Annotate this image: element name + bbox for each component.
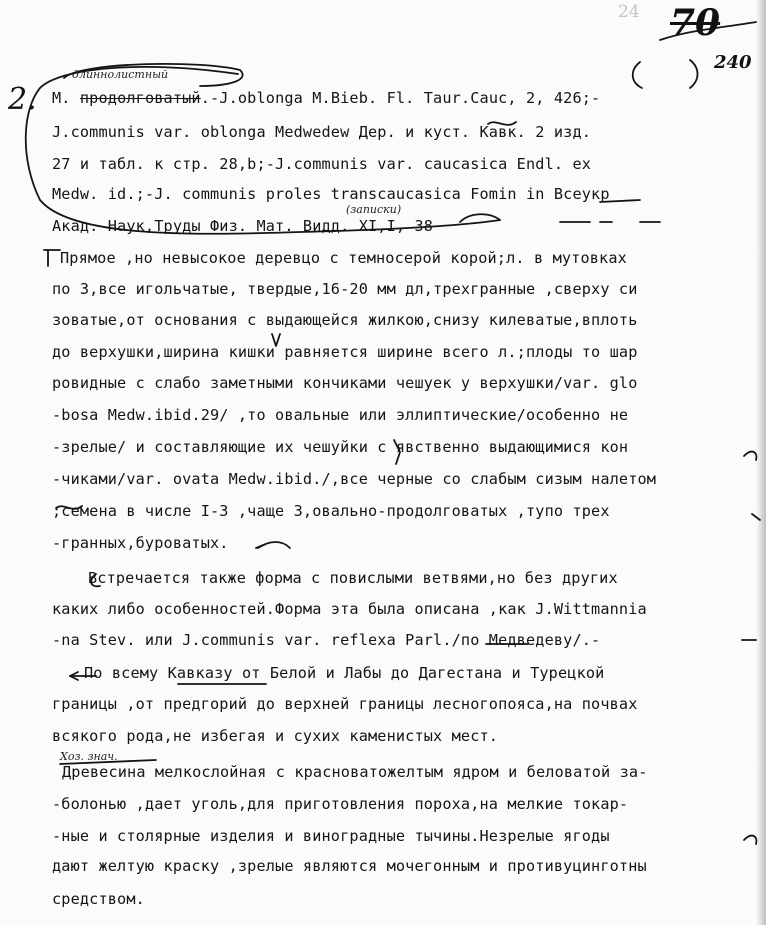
forms-line: Встречается также форма с повислыми ветвями,но без других: [88, 569, 618, 587]
description-line: -чиками/var. ovata Medw.ibid./,все черные со слабым сизым налетом: [52, 470, 657, 488]
description-line: до верхушки,ширина кишки равняется ширине всего л.;плоды то шар: [52, 343, 638, 361]
handwritten-note-hoz: Хоз. знач.: [60, 750, 118, 763]
header-line-3: 27 и табл. к стр. 28,b;-J.communis var. caucasica Endl. ex: [52, 155, 592, 173]
distribution-line: По всему Кавказу от Белой и Лабы до Дагестана и Турецкой: [84, 664, 605, 682]
header-line-1: [52, 88, 764, 108]
description-line: по 3,все игольчатые, твердые,16-20 мм дл,трехгранные ,сверху си: [52, 280, 638, 298]
page-number-alt: 240: [714, 52, 752, 73]
handwritten-note-title: длиннолистный: [72, 68, 169, 81]
header-struck-name: продолговатый: [79, 89, 201, 107]
header-prefix: М.: [52, 89, 80, 107]
header-line-2: J.communis var. oblonga Medwedew Дер. и куст. Кавк. 2 изд.: [52, 123, 592, 141]
distribution-line: всякого рода,не избегая и сухих каменистых мест.: [52, 727, 499, 745]
description-line: -гранных,буроватых.: [52, 534, 229, 552]
forms-line: каких либо особенностей.Форма эта была описана ,как J.Wittmannia: [52, 600, 647, 618]
handwritten-note-trudy: (записки): [346, 203, 402, 216]
description-line: ;семена в числе I-3 ,чаще 3,овально-продолговатых ,тупо трех: [52, 502, 610, 520]
header-line-1-rest: .-J.oblonga M.Bieb. Fl. Taur.Cauc, 2, 426;-: [200, 89, 601, 107]
distribution-line: границы ,от предгорий до верхней границы лесногопояса,на почвах: [52, 695, 638, 713]
entry-number: 2.: [8, 82, 37, 117]
description-line: -bosa Medw.ibid.29/ ,то овальные или эллиптические/особенно не: [52, 406, 629, 424]
header-line-5: Акад. Наук,Труды Физ. Мат. Видд. XI,I, 38: [52, 217, 434, 235]
uses-line: -болонью ,дает уголь,для приготовления пороха,на мелкие токар-: [52, 795, 629, 813]
page-number: 70: [670, 2, 721, 44]
uses-line: -ные и столярные изделия и виноградные тычины.Незрелые ягоды: [52, 827, 610, 845]
description-line: Прямое ,но невысокое деревцо с темносерой корой;л. в мутовках: [60, 249, 627, 267]
header-line-4: Medw. id.;-J. communis proles transcaucasica Fomin in Всеукр: [52, 185, 610, 203]
description-line: ровидные с слабо заметными кончиками чешуек у верхушки/var. glo: [52, 374, 638, 392]
uses-line: дают желтую краску ,зрелые являются мочегонным и противуцинготны: [52, 857, 647, 875]
description-line: зоватые,от основания с выдающейся жилкою,снизу килеватые,вплоть: [52, 311, 638, 329]
uses-line: Древесина мелкослойная с красноватожелтым ядром и беловатой за-: [62, 763, 648, 781]
uses-line: средством.: [52, 890, 145, 908]
forms-line: -na Stev. или J.communis var. reflexa Parl./по Медведеву/.-: [52, 631, 601, 649]
faint-page-number: 24: [618, 2, 640, 22]
description-line: -зрелые/ и составляющие их чешуйки с явственно выдающимися кон: [52, 438, 629, 456]
